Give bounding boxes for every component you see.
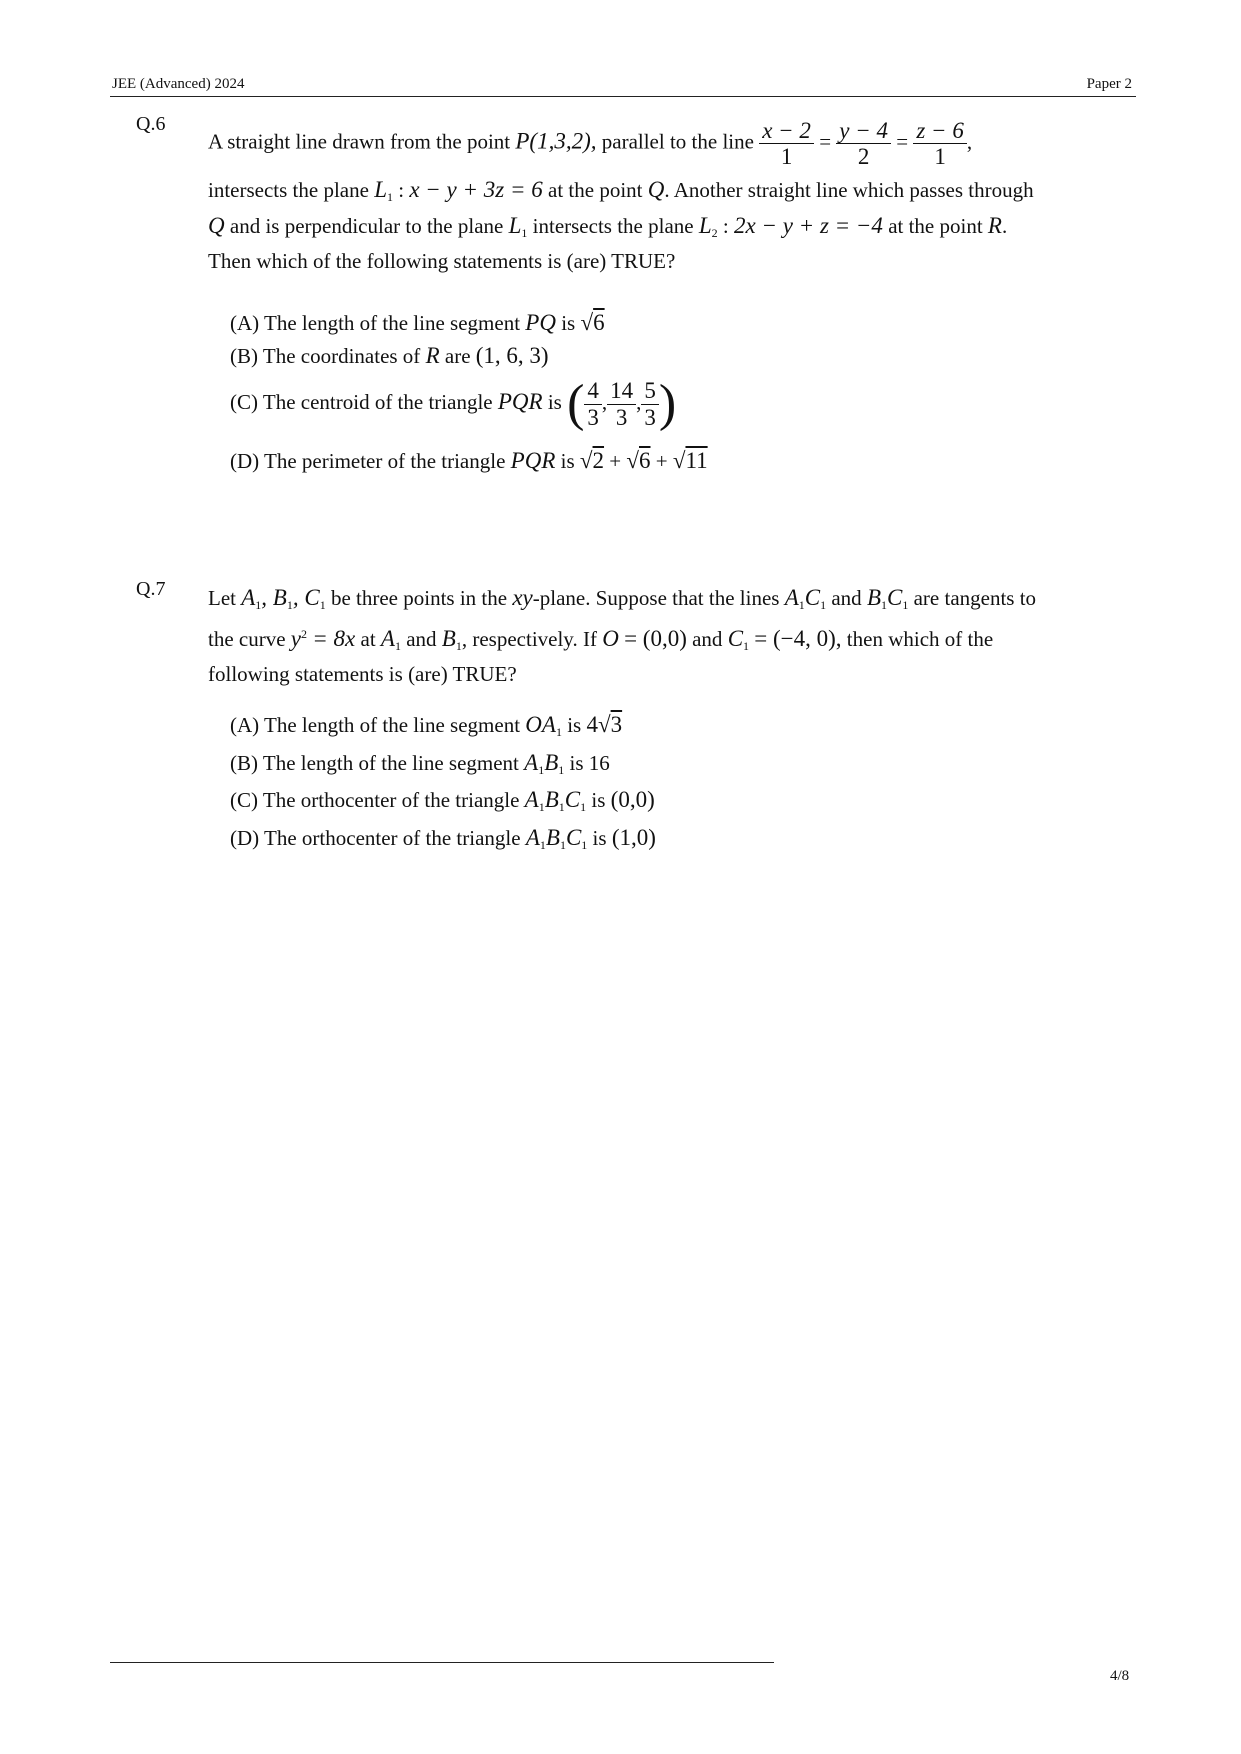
q7-option-a: (A) The length of the line segment $OA_1$ is 4√3 (230, 712, 623, 739)
question-7-text: Let $A_1$, $B_1$, $C_1$ be three points in the xy-plane. Suppose that the lines $A_1C_1$ and $B_1C_1$ are tangents to the curve $y^2 = 8x$ at $A_1$ and $B_1$, respectively. If O = (0,0) and $C_1 = (-4$, 0), then which of the following statements is (are) TRUE? (208, 585, 1037, 686)
question-number-7: Q.7 (136, 578, 166, 600)
q6-option-d: (D) The perimeter of the triangle PQR is √2 + √6 + √11 (230, 448, 708, 473)
q6-option-c: (C) The centroid of the triangle PQR is ( $\frac{4}{3}$ , $\frac{14}{3}$ , $\frac{5}{3}$ ) (230, 375, 677, 432)
exam-title: JEE (Advanced) 2024 (112, 76, 245, 92)
q7-option-d: (D) The orthocenter of the triangle $A_1B_1C_1$ is (1,0) (230, 825, 656, 852)
q6-option-a: (A) The length of the line segment PQ is √6 (230, 310, 605, 335)
paper-label: Paper 2 (1086, 76, 1132, 92)
footer-divider (110, 1662, 774, 1663)
q7-option-b: (B) The length of the line segment $A_1B_1$ is 16 (230, 750, 610, 777)
question-6-text: A straight line drawn from the point P(1,3,2), parallel to the line $\frac{x - 2}{1}$ = $\frac{y - 4}{2}$ = $\frac{z - 6}{1}$ , intersects the plane $L_1$ : x − y + 3z = 6 at the point Q. Another straight line which passes through Q and is perpendicular to the plane $L_1$ intersects the plane $L_2$ : 2x − y + z = −4 at the point R. Then which of the following statements is (are) TRUE? (208, 118, 1034, 274)
header-divider (110, 96, 1136, 97)
q6-option-b: (B) The coordinates of R are (1, 6, 3) (230, 343, 549, 368)
page-number: 4/8 (1110, 1668, 1130, 1684)
q7-option-c: (C) The orthocenter of the triangle $A_1B_1C_1$ is (0,0) (230, 787, 655, 814)
page-header (112, 76, 1132, 93)
question-number-6: Q.6 (136, 113, 166, 135)
